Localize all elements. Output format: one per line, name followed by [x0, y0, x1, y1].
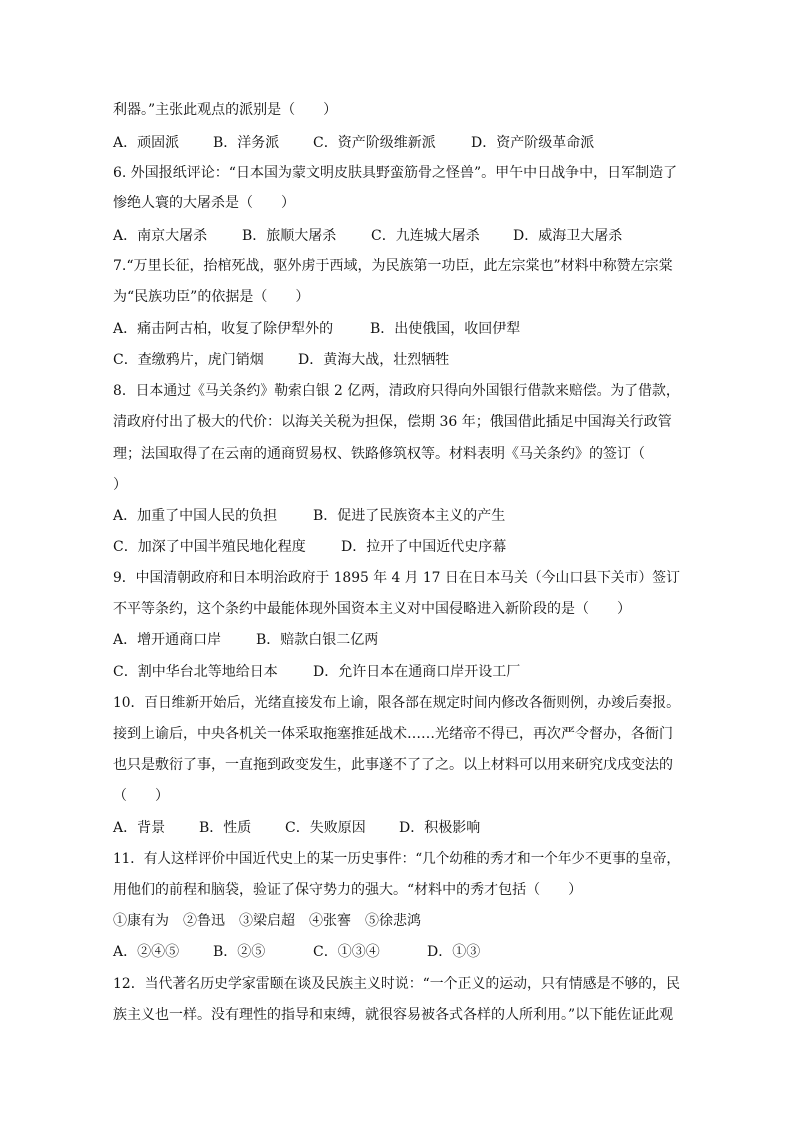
- q9-stem-line2: 不平等条约，这个条约中最能体现外国资本主义对中国侵略进入新阶段的是（ ）: [113, 601, 631, 617]
- q7-option-d: D．黄海大战，壮烈牺牲: [298, 352, 450, 368]
- q9-option-d: D．允许日本在通商口岸开设工厂: [313, 664, 521, 680]
- q10-option-d: D．积极影响: [399, 820, 481, 836]
- q8-stem-line1: 8．日本通过《马关条约》勒索白银 2 亿两，清政府只得向外国银行借款来赔偿。为了借款，: [113, 383, 680, 399]
- q6-option-d: D．威海卫大屠杀: [513, 228, 623, 244]
- q8-stem-line2: 清政府付出了极大的代价：以海关关税为担保，偿期 36 年；俄国借此插足中国海关行政管: [113, 414, 672, 430]
- q8-option-b: B．促进了民族资本主义的产生: [313, 508, 506, 524]
- q5-option-c: C．资产阶级维新派: [313, 135, 436, 151]
- q12-stem-line2: 族主义也一样。没有理性的指导和束缚，就很容易被各式各样的人所利用。”以下能佐证此观: [113, 1007, 674, 1023]
- q6-option-a: A．南京大屠杀: [113, 228, 208, 244]
- q10-stem-line3: 也只是敷衍了事，一直拖到政变发生，此事遂不了了之。以上材料可以用来研究戊戌变法的: [113, 757, 673, 773]
- q7-option-a: A．痛击阿古柏，收复了除伊犁外的: [113, 321, 334, 337]
- q11-choices: ①康有为 ②鲁迅 ③梁启超 ④张謇 ⑤徐悲鸿: [113, 913, 421, 929]
- q7-option-c: C．查缴鸦片，虎门销烟: [113, 352, 264, 368]
- q7-stem-line2: 为“民族功臣”的依据是（ ）: [113, 289, 310, 305]
- q7-stem-line1: 7.“万里长征，抬棺死战，驱外虏于西域，为民族第一功臣，此左宗棠也”材料中称赞左宗棠: [113, 258, 673, 274]
- q8-stem-line4: ）: [113, 477, 127, 493]
- q11-option-a: A．②④⑤: [113, 944, 180, 960]
- q8-stem-line3: 理；法国取得了在云南的通商贸易权、铁路修筑权等。材料表明《马关条约》的签订（: [113, 446, 645, 462]
- q5-option-a: A．顽固派: [113, 135, 180, 151]
- q10-option-c: C．失败原因: [285, 820, 366, 836]
- q10-option-a: A．背景: [113, 820, 166, 836]
- q5-stem-tail: 利器。”主张此观点的派别是（ ）: [113, 102, 338, 118]
- q11-option-d: D．①③: [427, 944, 481, 960]
- q11-option-c: C．①③④: [313, 944, 380, 960]
- q6-option-c: C．九连城大屠杀: [371, 228, 480, 244]
- q5-option-d: D．资产阶级革命派: [471, 135, 595, 151]
- q11-option-b: B．②⑤: [213, 944, 266, 960]
- q11-stem-line2: 用他们的前程和脑袋，验证了保守势力的强大。“材料中的秀才包括（ ）: [113, 882, 583, 898]
- q6-option-b: B．旅顺大屠杀: [242, 228, 337, 244]
- q5-option-b: B．洋务派: [213, 135, 280, 151]
- q7-option-b: B．出使俄国，收回伊犁: [370, 321, 521, 337]
- q8-option-c: C．加深了中国半殖民地化程度: [113, 539, 306, 555]
- q9-option-c: C．割中华台北等地给日本: [113, 664, 278, 680]
- q8-option-d: D．拉开了中国近代史序幕: [341, 539, 507, 555]
- q6-stem-line2: 惨绝人寰的大屠杀是（ ）: [113, 195, 295, 211]
- q10-stem-line4: （ ）: [113, 788, 169, 804]
- q10-stem-line2: 接到上谕后，中央各机关一体采取拖塞推延战术……光绪帝不得已，再次严令督办，各衙门: [113, 726, 673, 742]
- q9-option-b: B．赔款白银二亿两: [256, 632, 379, 648]
- q6-stem-line1: 6. 外国报纸评论：“日本国为蒙文明皮肤具野蛮筋骨之怪兽”。甲午中日战争中，日军制造了: [113, 165, 678, 181]
- q9-option-a: A．增开通商口岸: [113, 632, 222, 648]
- q8-option-a: A．加重了中国人民的负担: [113, 508, 278, 524]
- q10-option-b: B．性质: [199, 820, 252, 836]
- q11-stem-line1: 11．有人这样评价中国近代史上的某一历史事件：“几个幼稚的秀才和一个年少不更事的皇帝，: [113, 851, 680, 867]
- q9-stem-line1: 9．中国清朝政府和日本明治政府于 1895 年 4 月 17 日在日本马关（今山口县下关市）签订: [113, 570, 680, 586]
- q12-stem-line1: 12．当代著名历史学家雷颐在谈及民族主义时说：“一个正义的运动，只有情感是不够的，民: [113, 976, 680, 992]
- q10-stem-line1: 10．百日维新开始后，光绪直接发布上谕，限各部在规定时间内修改各衙则例，办竣后奏报。: [113, 695, 680, 711]
